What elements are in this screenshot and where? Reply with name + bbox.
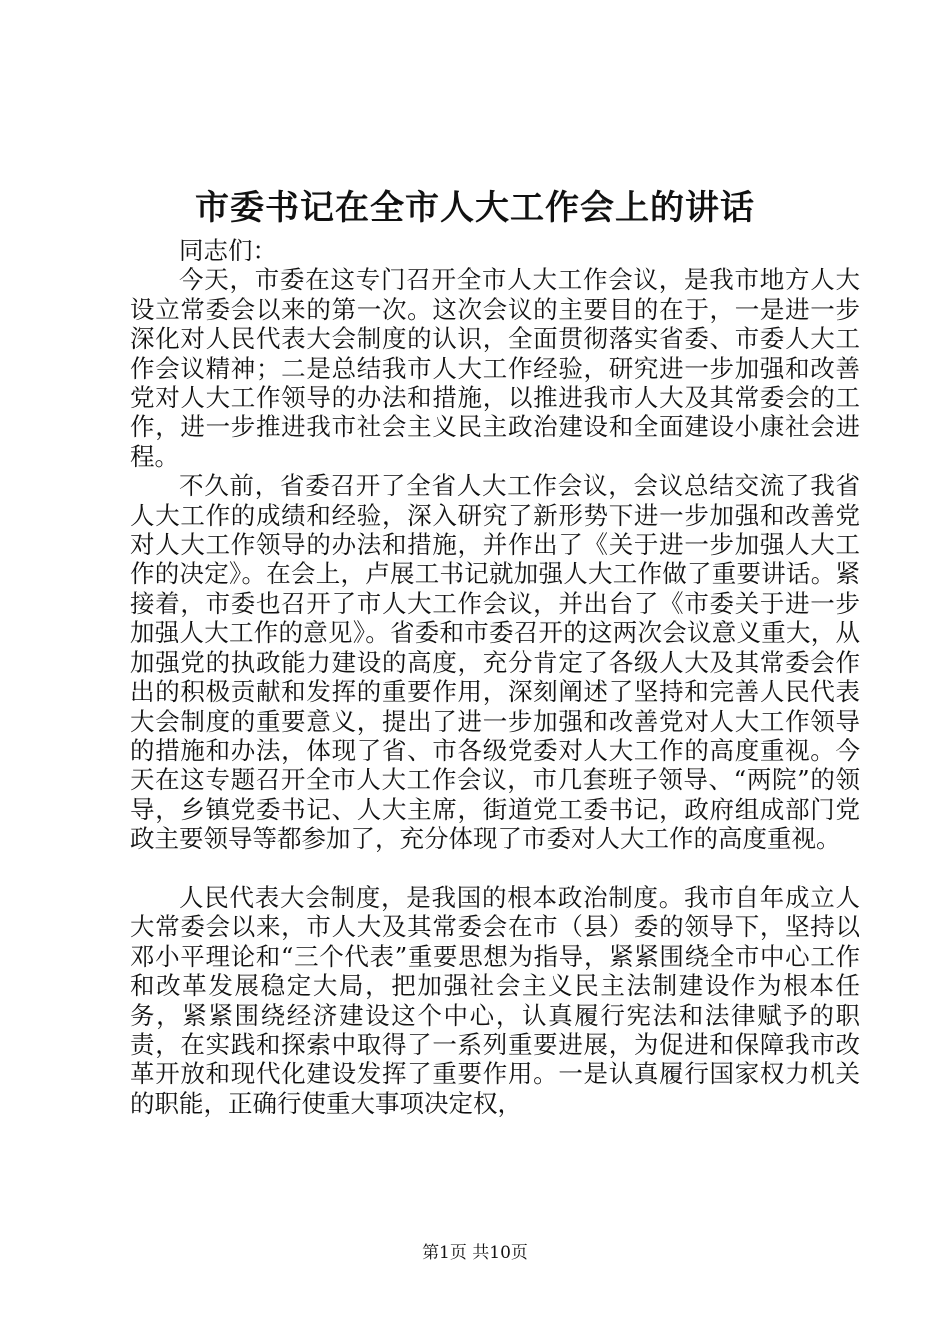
document-body — [130, 236, 860, 1118]
paragraph-3: 人民代表大会制度，是我国的根本政治制度。我市自年成立人大常委会以来，市人大及其常委会在市（县）委的领导下，坚持以邓小平理论和“三个代表”重要思想为指导，紧紧围绕全市中心工作和改革发展稳定大局，把加强社会主义民主法制建设作为根本任务，紧紧围绕经济建设这个中心，认真履行宪法和法律赋予的职责，在实践和探索中取得了一系列重要进展，为促进和保障我市改革开放和现代化建设发挥了重要作用。一是认真履行国家权力机关的职能，正确行使重大事项决定权， — [130, 882, 860, 1118]
paragraph-gap — [130, 854, 860, 883]
page-number: 第1页 共10页 — [422, 1243, 528, 1263]
greeting: 同志们： — [179, 236, 277, 265]
paragraph-1: 今天，市委在这专门召开全市人大工作会议，是我市地方人大设立常委会以来的第一次。这次会议的主要目的在于，一是进一步深化对人民代表大会制度的认识，全面贯彻落实省委、市委人大工作会议精神；二是总结我市人大工作经验，研究进一步加强和改善党对人大工作领导的办法和措施，以推进我市人大及其常委会的工作，进一步推进我市社会主义民主政治建设和全面建设小康社会进程。 — [130, 265, 860, 471]
document-title: 市委书记在全市人大工作会上的讲话 — [195, 188, 755, 228]
paragraph-2: 不久前，省委召开了全省人大工作会议，会议总结交流了我省人大工作的成绩和经验，深入研究了新形势下进一步加强和改善党对人大工作领导的办法和措施，并作出了《关于进一步加强人大工作的决定》。在会上，卢展工书记就加强人大工作做了重要讲话。紧接着，市委也召开了市人大工作会议，并出台了《市委关于进一步加强人大工作的意见》。省委和市委召开的这两次会议意义重大，从加强党的执政能力建设的高度，充分肯定了各级人大及其常委会作出的积极贡献和发挥的重要作用，深刻阐述了坚持和完善人民代表大会制度的重要意义，提出了进一步加强和改善党对人大工作领导的措施和办法，体现了省、市各级党委对人大工作的高度重视。今天在这专题召开全市人大工作会议，市几套班子领导、“两院”的领导，乡镇党委书记、人大主席，街道党工委书记，政府组成部门党政主要领导等都参加了，充分体现了市委对人大工作的高度重视。 — [130, 471, 860, 854]
